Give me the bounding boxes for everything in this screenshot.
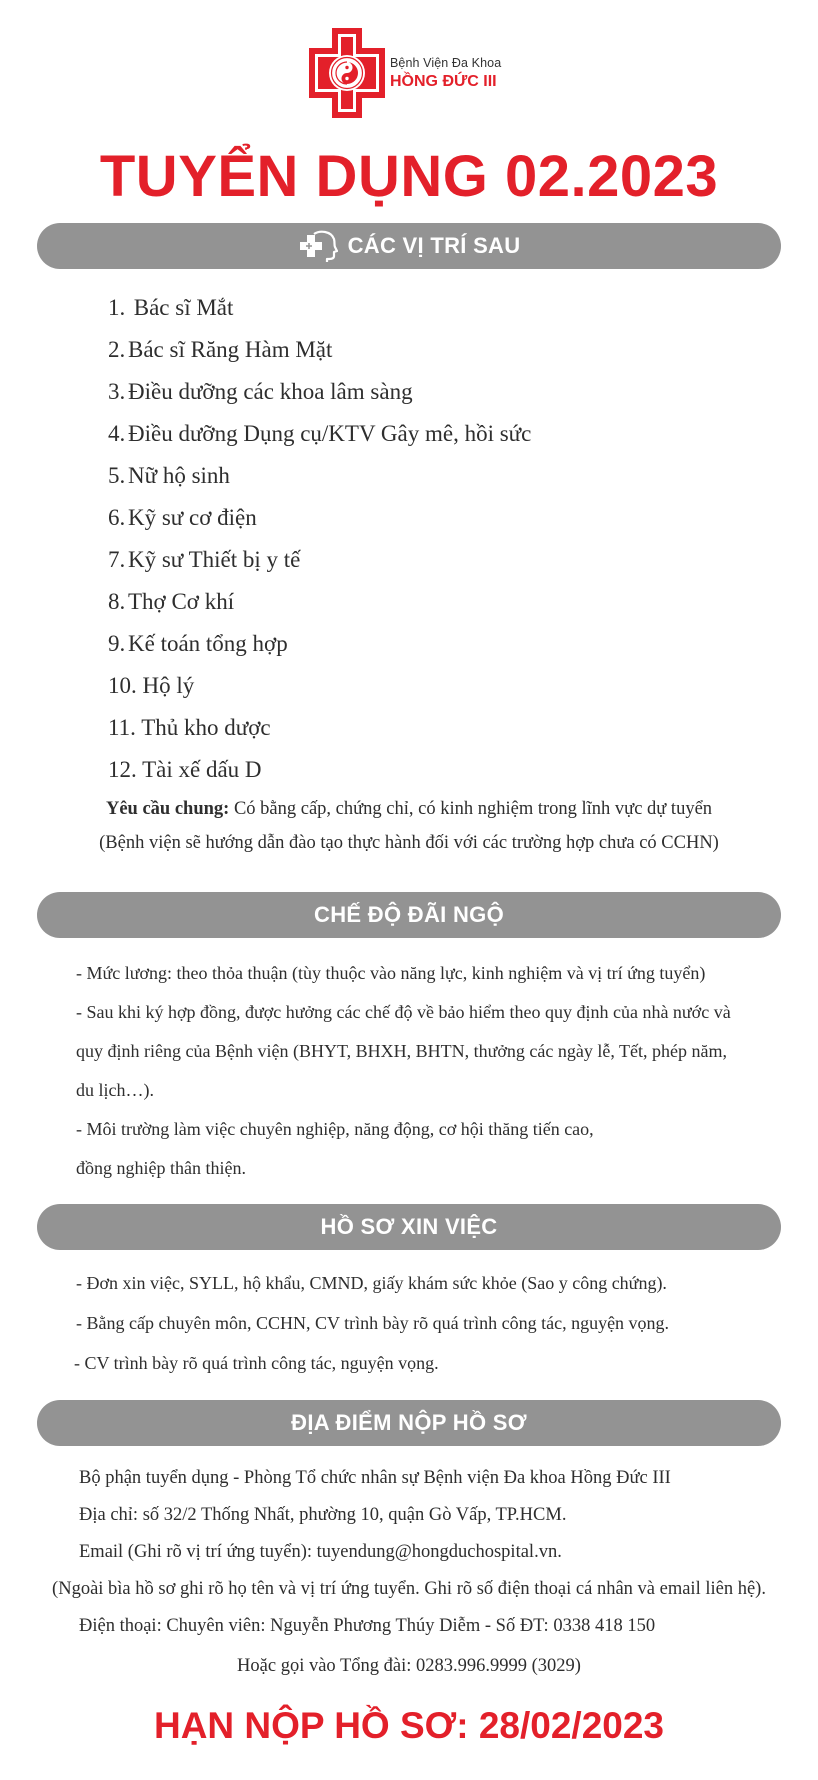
list-item: 11. Thủ kho dược [108, 715, 271, 740]
requirements-label: Yêu cầu chung: [105, 799, 230, 819]
application-deadline: HẠN NỘP HỒ SƠ: 28/02/2023 [153, 1705, 665, 1746]
section-header-positions [37, 223, 781, 269]
document-line: - CV trình bày rõ quá trình công tác, nguyện vọng. [74, 1353, 439, 1373]
list-item: 7. Kỹ sư Thiết bị y tế [108, 547, 301, 572]
location-department: Bộ phận tuyển dụng - Phòng Tổ chức nhân sự Bệnh viện Đa khoa Hồng Đức III [79, 1468, 671, 1488]
list-item: 5. Nữ hộ sinh [108, 463, 230, 488]
list-item: 8. Thợ Cơ khí [108, 589, 235, 614]
document-line: - Bằng cấp chuyên môn, CCHN, CV trình bày rõ quá trình công tác, nguyện vọng. [76, 1313, 670, 1333]
list-item: 4. Điều dưỡng Dụng cụ/KTV Gây mê, hồi sức [108, 421, 532, 446]
document-line: - Đơn xin việc, SYLL, hộ khẩu, CMND, giấy khám sức khỏe (Sao y công chứng). [76, 1273, 667, 1293]
section-title-documents: HỒ SƠ XIN VIỆC [320, 1214, 498, 1239]
list-item: 3. Điều dưỡng các khoa lâm sàng [108, 379, 413, 404]
list-item: 12. Tài xế dấu D [108, 757, 262, 782]
location-phone: Điện thoại: Chuyên viên: Nguyễn Phương Thúy Diễm - Số ĐT: 0338 418 150 [79, 1616, 656, 1636]
benefit-line: quy định riêng của Bệnh viện (BHYT, BHXH, BHTN, thưởng các ngày lễ, Tết, phép năm, [76, 1041, 727, 1061]
location-address: Địa chỉ: số 32/2 Thống Nhất, phường 10, quận Gò Vấp, TP.HCM. [79, 1505, 567, 1525]
general-requirements [0, 792, 818, 826]
list-item: 1. Bác sĩ Mắt [108, 295, 234, 320]
list-item: 6. Kỹ sư cơ điện [108, 505, 257, 530]
section-title-location: ĐỊA ĐIỂM NỘP HỒ SƠ [291, 1410, 527, 1435]
page-title: TUYỂN DỤNG 02.2023 [99, 144, 719, 209]
section-header-benefits [37, 892, 781, 938]
section-title-positions: CÁC VỊ TRÍ SAU [347, 233, 521, 258]
list-item: 10. Hộ lý [108, 673, 195, 698]
location-note: (Ngoài bìa hồ sơ ghi rõ họ tên và vị trí ứng tuyển. Ghi rõ số điện thoại cá nhân và email liên hệ). [52, 1579, 766, 1599]
section-header-documents [37, 1204, 781, 1250]
section-title-benefits: CHẾ ĐỘ ĐÃI NGỘ [314, 902, 504, 927]
hospital-cross-logo-icon [307, 26, 387, 120]
logo-subtitle: Bệnh Viện Đa Khoa [390, 56, 502, 70]
list-item: 9. Kế toán tổng hợp [108, 631, 288, 656]
hospital-logo [307, 26, 547, 122]
location-email: Email (Ghi rõ vị trí ứng tuyển): tuyendung@hongduchospital.vn. [79, 1542, 562, 1562]
benefit-line: - Mức lương: theo thỏa thuận (tùy thuộc vào năng lực, kinh nghiệm và vị trí ứng tuyển) [76, 963, 706, 983]
list-item: 2. Bác sĩ Răng Hàm Mặt [108, 337, 333, 362]
logo-hospital-name: HỒNG ĐỨC III [390, 73, 497, 90]
requirements-note: (Bệnh viện sẽ hướng dẫn đào tạo thực hành đối với các trường hợp chưa có CCHN) [99, 833, 719, 853]
section-header-location [37, 1400, 781, 1446]
logo-text [390, 56, 501, 91]
benefit-line: - Sau khi ký hợp đồng, được hưởng các chế độ về bảo hiểm theo quy định của nhà nước và [76, 1002, 731, 1022]
benefit-line: đồng nghiệp thân thiện. [76, 1158, 246, 1178]
requirements-text: Có bằng cấp, chứng chỉ, có kinh nghiệm trong lĩnh vực dự tuyển [229, 799, 713, 819]
location-hotline: Hoặc gọi vào Tổng đài: 0283.996.9999 (3029) [237, 1656, 581, 1676]
positions-list [108, 287, 531, 791]
benefit-line: - Môi trường làm việc chuyên nghiệp, năng động, cơ hội thăng tiến cao, [76, 1119, 594, 1139]
benefit-line: du lịch…). [76, 1080, 154, 1100]
medical-head-icon [298, 230, 338, 262]
